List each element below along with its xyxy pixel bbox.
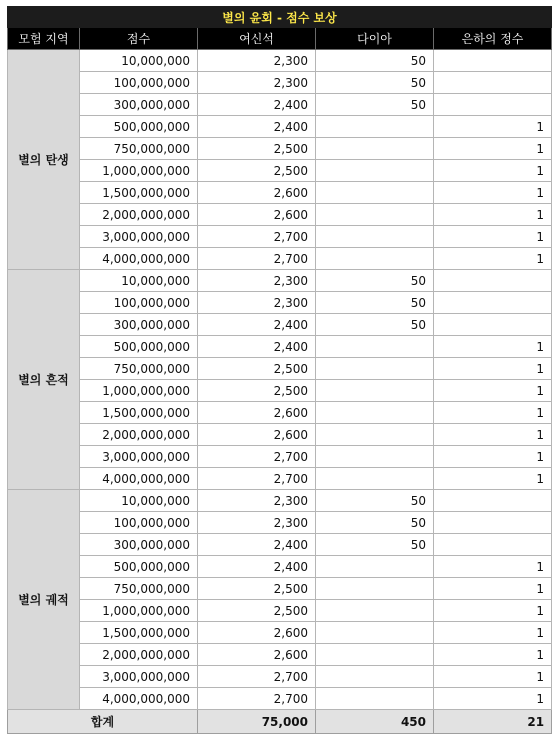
score-cell: 4,000,000,000 (80, 468, 198, 490)
score-cell: 500,000,000 (80, 556, 198, 578)
score-cell: 2,000,000,000 (80, 204, 198, 226)
table-row (8, 424, 552, 446)
table-row (8, 578, 552, 600)
galaxy-essence-cell: 1 (434, 468, 552, 490)
dia-cell (316, 160, 434, 182)
table-row (8, 94, 552, 116)
table-row (8, 622, 552, 644)
dia-cell: 50 (316, 314, 434, 336)
table-row (8, 666, 552, 688)
region-label: 별의 흔적 (8, 270, 80, 490)
score-cell: 300,000,000 (80, 314, 198, 336)
goddess-stone-cell: 2,300 (198, 292, 316, 314)
header-region: 모험 지역 (8, 28, 80, 50)
table-row (8, 72, 552, 94)
galaxy-essence-cell: 1 (434, 402, 552, 424)
table-row (8, 556, 552, 578)
table-row (8, 138, 552, 160)
total-row (8, 710, 552, 734)
galaxy-essence-cell (434, 314, 552, 336)
goddess-stone-cell: 2,500 (198, 600, 316, 622)
galaxy-essence-cell (434, 72, 552, 94)
score-cell: 3,000,000,000 (80, 666, 198, 688)
table-row (8, 512, 552, 534)
table-row (8, 314, 552, 336)
goddess-stone-cell: 2,700 (198, 446, 316, 468)
table-row (8, 534, 552, 556)
score-cell: 2,000,000,000 (80, 644, 198, 666)
galaxy-essence-cell: 1 (434, 182, 552, 204)
reward-sheet (7, 6, 551, 732)
goddess-stone-cell: 2,700 (198, 468, 316, 490)
goddess-stone-cell: 2,400 (198, 556, 316, 578)
table-row (8, 336, 552, 358)
score-cell: 750,000,000 (80, 578, 198, 600)
score-cell: 1,000,000,000 (80, 160, 198, 182)
table-row (8, 402, 552, 424)
goddess-stone-cell: 2,700 (198, 666, 316, 688)
score-cell: 1,000,000,000 (80, 380, 198, 402)
goddess-stone-cell: 2,600 (198, 622, 316, 644)
dia-cell (316, 446, 434, 468)
galaxy-essence-cell: 1 (434, 578, 552, 600)
table-row (8, 160, 552, 182)
goddess-stone-cell: 2,500 (198, 578, 316, 600)
header-galaxy-essence: 은하의 정수 (434, 28, 552, 50)
goddess-stone-cell: 2,500 (198, 380, 316, 402)
galaxy-essence-cell (434, 94, 552, 116)
score-cell: 300,000,000 (80, 534, 198, 556)
score-cell: 100,000,000 (80, 292, 198, 314)
galaxy-essence-cell: 1 (434, 556, 552, 578)
score-cell: 100,000,000 (80, 512, 198, 534)
total-galaxy-essence: 21 (434, 710, 552, 734)
score-cell: 300,000,000 (80, 94, 198, 116)
galaxy-essence-cell: 1 (434, 336, 552, 358)
galaxy-essence-cell: 1 (434, 666, 552, 688)
table-row (8, 248, 552, 270)
goddess-stone-cell: 2,600 (198, 204, 316, 226)
galaxy-essence-cell: 1 (434, 424, 552, 446)
dia-cell (316, 666, 434, 688)
dia-cell: 50 (316, 534, 434, 556)
dia-cell (316, 358, 434, 380)
dia-cell (316, 578, 434, 600)
dia-cell: 50 (316, 292, 434, 314)
goddess-stone-cell: 2,400 (198, 314, 316, 336)
score-cell: 1,500,000,000 (80, 182, 198, 204)
galaxy-essence-cell: 1 (434, 248, 552, 270)
table-row (8, 600, 552, 622)
galaxy-essence-cell: 1 (434, 226, 552, 248)
galaxy-essence-cell: 1 (434, 358, 552, 380)
galaxy-essence-cell (434, 50, 552, 72)
score-cell: 1,500,000,000 (80, 402, 198, 424)
score-cell: 1,500,000,000 (80, 622, 198, 644)
galaxy-essence-cell: 1 (434, 600, 552, 622)
table-row (8, 204, 552, 226)
score-cell: 750,000,000 (80, 138, 198, 160)
table-row (8, 490, 552, 512)
galaxy-essence-cell (434, 534, 552, 556)
goddess-stone-cell: 2,500 (198, 160, 316, 182)
dia-cell (316, 622, 434, 644)
table-row (8, 50, 552, 72)
goddess-stone-cell: 2,500 (198, 358, 316, 380)
score-cell: 10,000,000 (80, 270, 198, 292)
goddess-stone-cell: 2,600 (198, 424, 316, 446)
dia-cell: 50 (316, 94, 434, 116)
goddess-stone-cell: 2,300 (198, 270, 316, 292)
table-row (8, 292, 552, 314)
goddess-stone-cell: 2,700 (198, 226, 316, 248)
dia-cell (316, 600, 434, 622)
score-cell: 10,000,000 (80, 490, 198, 512)
header-score: 점수 (80, 28, 198, 50)
total-dia: 450 (316, 710, 434, 734)
score-cell: 2,000,000,000 (80, 424, 198, 446)
dia-cell (316, 468, 434, 490)
goddess-stone-cell: 2,500 (198, 138, 316, 160)
table-row (8, 380, 552, 402)
dia-cell (316, 336, 434, 358)
dia-cell (316, 138, 434, 160)
header-goddess-stone: 여신석 (198, 28, 316, 50)
dia-cell (316, 116, 434, 138)
score-cell: 4,000,000,000 (80, 248, 198, 270)
galaxy-essence-cell: 1 (434, 160, 552, 182)
dia-cell (316, 424, 434, 446)
dia-cell: 50 (316, 490, 434, 512)
total-label: 합계 (8, 710, 198, 734)
dia-cell (316, 182, 434, 204)
score-cell: 10,000,000 (80, 50, 198, 72)
score-cell: 1,000,000,000 (80, 600, 198, 622)
goddess-stone-cell: 2,600 (198, 182, 316, 204)
galaxy-essence-cell: 1 (434, 446, 552, 468)
table-row (8, 270, 552, 292)
goddess-stone-cell: 2,400 (198, 116, 316, 138)
galaxy-essence-cell: 1 (434, 688, 552, 710)
dia-cell (316, 248, 434, 270)
score-cell: 500,000,000 (80, 116, 198, 138)
galaxy-essence-cell (434, 270, 552, 292)
region-label: 별의 궤적 (8, 490, 80, 710)
dia-cell: 50 (316, 270, 434, 292)
score-cell: 3,000,000,000 (80, 226, 198, 248)
galaxy-essence-cell: 1 (434, 380, 552, 402)
goddess-stone-cell: 2,400 (198, 534, 316, 556)
galaxy-essence-cell (434, 292, 552, 314)
score-cell: 500,000,000 (80, 336, 198, 358)
goddess-stone-cell: 2,300 (198, 512, 316, 534)
dia-cell (316, 644, 434, 666)
table-row (8, 226, 552, 248)
dia-cell: 50 (316, 512, 434, 534)
table-row (8, 182, 552, 204)
galaxy-essence-cell: 1 (434, 204, 552, 226)
dia-cell (316, 380, 434, 402)
region-label: 별의 탄생 (8, 50, 80, 270)
dia-cell: 50 (316, 50, 434, 72)
title-row (8, 7, 552, 28)
score-cell: 3,000,000,000 (80, 446, 198, 468)
table-row (8, 688, 552, 710)
dia-cell (316, 226, 434, 248)
total-goddess-stone: 75,000 (198, 710, 316, 734)
table-row (8, 358, 552, 380)
score-cell: 100,000,000 (80, 72, 198, 94)
galaxy-essence-cell (434, 490, 552, 512)
goddess-stone-cell: 2,400 (198, 336, 316, 358)
dia-cell (316, 204, 434, 226)
table-row (8, 644, 552, 666)
goddess-stone-cell: 2,300 (198, 490, 316, 512)
dia-cell (316, 556, 434, 578)
galaxy-essence-cell: 1 (434, 116, 552, 138)
score-reward-table (7, 6, 552, 734)
header-row (8, 28, 552, 50)
goddess-stone-cell: 2,700 (198, 248, 316, 270)
score-cell: 4,000,000,000 (80, 688, 198, 710)
galaxy-essence-cell: 1 (434, 138, 552, 160)
goddess-stone-cell: 2,300 (198, 72, 316, 94)
header-dia: 다이아 (316, 28, 434, 50)
galaxy-essence-cell: 1 (434, 622, 552, 644)
score-cell: 750,000,000 (80, 358, 198, 380)
goddess-stone-cell: 2,600 (198, 644, 316, 666)
goddess-stone-cell: 2,400 (198, 94, 316, 116)
goddess-stone-cell: 2,600 (198, 402, 316, 424)
goddess-stone-cell: 2,300 (198, 50, 316, 72)
table-row (8, 446, 552, 468)
table-row (8, 468, 552, 490)
dia-cell: 50 (316, 72, 434, 94)
dia-cell (316, 688, 434, 710)
goddess-stone-cell: 2,700 (198, 688, 316, 710)
galaxy-essence-cell (434, 512, 552, 534)
galaxy-essence-cell: 1 (434, 644, 552, 666)
table-row (8, 116, 552, 138)
dia-cell (316, 402, 434, 424)
table-title: 별의 윤회 - 점수 보상 (8, 7, 552, 28)
